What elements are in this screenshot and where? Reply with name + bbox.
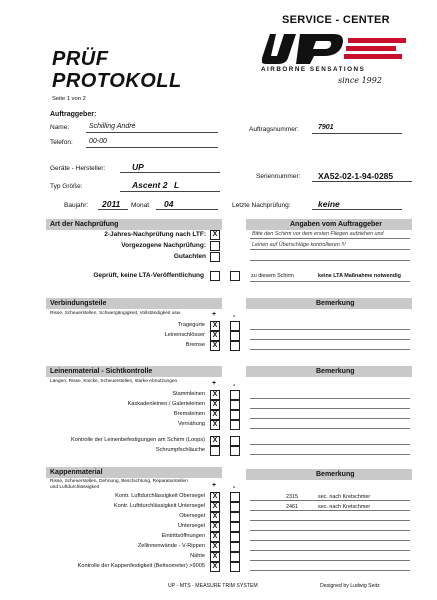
canopy-num-1: 2315 <box>286 494 298 500</box>
canopy-minus-box-8[interactable] <box>230 562 240 572</box>
connections-heading: Verbindungsteile <box>50 300 107 307</box>
connections-plus-box-3[interactable]: X <box>210 341 220 351</box>
inspection-checkbox-2[interactable] <box>210 241 220 251</box>
canopy-line-1 <box>250 500 410 501</box>
canopy-plus-box-6[interactable]: X <box>210 542 220 552</box>
year-underline <box>98 209 128 210</box>
canopy-minus-box-6[interactable] <box>230 542 240 552</box>
lines-plus: + <box>212 380 217 387</box>
client-heading: Auftraggeber: <box>50 111 97 118</box>
lines-minus-box-1[interactable] <box>230 390 240 400</box>
canopy-plus-box-5[interactable]: X <box>210 532 220 542</box>
connections-line-2 <box>250 339 410 340</box>
up-logo <box>262 32 412 66</box>
connections-minus-box-1[interactable] <box>230 321 240 331</box>
canopy-row-1: Kontr. Luftdurchlässigkeit Obersegel <box>115 493 205 499</box>
canopy-plus-box-3[interactable]: X <box>210 512 220 522</box>
checked-label: Geprüft, keine LTA-Veröffentlichung <box>93 272 204 279</box>
maker-label: Geräte - Hersteller: <box>50 165 106 172</box>
lta-line <box>250 281 410 282</box>
canopy-minus: - <box>233 484 236 491</box>
no-lta-text: keine LTA Maßnahme notwendig <box>318 273 401 279</box>
canopy-line-2 <box>250 510 410 511</box>
lines-line-3 <box>250 418 410 419</box>
name-value: Schilling André <box>89 123 136 130</box>
request-line-1 <box>250 238 410 239</box>
maker-underline <box>120 172 220 173</box>
inspection-row-1: 2-Jahres-Nachprüfung nach LTF: <box>104 231 206 238</box>
page-indicator: Seite 1 von 2 <box>52 96 86 102</box>
lines-row-2: Kaskadenleinen / Galerieleinen <box>127 401 205 407</box>
lines-line-6 <box>250 454 410 455</box>
type-underline <box>120 191 220 192</box>
since-text: since 1992 <box>338 76 382 85</box>
request-heading: Angaben vom Auftraggeber <box>290 221 382 228</box>
canopy-row-2: Kontr. Luftdurchlässigkeit Untersegel <box>113 503 205 509</box>
lines-line-2 <box>250 408 410 409</box>
lines-plus-box-6[interactable] <box>210 446 220 456</box>
lines-row-6: Schrumpfschläuche <box>155 447 205 453</box>
title-line-1: PRÜF <box>52 48 109 70</box>
canopy-num-2: 2461 <box>286 504 298 510</box>
footer-left: UP - MTS - MEASURE TRIM SYSTEM <box>168 583 258 589</box>
lines-plus-box-5[interactable]: X <box>210 436 220 446</box>
footer-right: Designed by Ludwig Seitz <box>320 583 380 589</box>
connections-line-3 <box>250 349 410 350</box>
month-underline <box>156 209 218 210</box>
title-line-2: PROTOKOLL <box>52 70 182 92</box>
type-value: Ascent 2 <box>132 180 168 190</box>
canopy-row-5: Eintrittsöffnungen <box>161 533 205 539</box>
connections-row-3: Bremse <box>185 342 205 348</box>
connections-plus-box-1[interactable]: X <box>210 321 220 331</box>
lines-sub: Längen, Risse, Knicke, Scheuerstellen, starke Abnutzungen <box>50 379 178 384</box>
canopy-remark: Bemerkung <box>316 471 355 478</box>
inspection-row-2: Vorgezogene Nachprüfung: <box>121 242 206 249</box>
phone-underline <box>86 147 218 148</box>
canopy-minus-box-5[interactable] <box>230 532 240 542</box>
connections-row-1: Tragegurte <box>177 322 205 328</box>
canopy-line-4 <box>250 530 410 531</box>
lines-line-1 <box>250 398 410 399</box>
phone-value: 00-00 <box>89 138 107 145</box>
page-title <box>52 48 182 92</box>
lines-minus-box-6[interactable] <box>230 446 240 456</box>
canopy-line-7 <box>250 560 410 561</box>
canopy-row-3: Obersegel <box>179 513 205 519</box>
service-center-title: SERVICE - CENTER <box>282 14 390 26</box>
month-label: Monat <box>131 202 150 209</box>
canopy-note-1: sec. nach Kretschmer <box>318 494 371 500</box>
inspection-checkbox-1[interactable]: X <box>210 230 220 240</box>
request-line-2 <box>250 249 410 250</box>
canopy-sub-2: und Luftdurchlässigkeit <box>50 485 100 490</box>
canopy-row-7: Nähte <box>190 553 205 559</box>
last-value: keine <box>318 199 340 209</box>
lines-row-1: Stammleinen <box>172 391 205 397</box>
canopy-row-6: Zellinnenwände - V-Rippen <box>137 543 205 549</box>
canopy-plus-box-1[interactable]: X <box>210 492 220 502</box>
canopy-plus: + <box>212 482 217 489</box>
lines-minus-box-2[interactable] <box>230 400 240 410</box>
canopy-plus-box-2[interactable]: X <box>210 502 220 512</box>
name-underline <box>86 132 218 133</box>
canopy-heading: Kappenmaterial <box>50 469 103 476</box>
canopy-note-2: sec. nach Kretschmer <box>318 504 371 510</box>
year-value: 2011 <box>102 199 121 209</box>
lines-minus-box-4[interactable] <box>230 420 240 430</box>
canopy-plus-box-4[interactable]: X <box>210 522 220 532</box>
connections-sub: Risse, Scheuerstellen, Schwergängigkeit, Vollständigkeit usw. <box>50 311 182 316</box>
lines-plus-box-4[interactable]: X <box>210 420 220 430</box>
lines-plus-box-1[interactable]: X <box>210 390 220 400</box>
connections-line-1 <box>250 329 410 330</box>
canopy-minus-box-3[interactable] <box>230 512 240 522</box>
connections-row-2: Leinenschlösser <box>164 332 205 338</box>
lines-plus-box-3[interactable]: X <box>210 410 220 420</box>
lines-line-5 <box>250 444 410 445</box>
lines-minus-box-5[interactable] <box>230 436 240 446</box>
canopy-minus-box-4[interactable] <box>230 522 240 532</box>
lines-heading: Leinenmaterial - Sichtkontrolle <box>50 368 153 375</box>
canopy-line-6 <box>250 550 410 551</box>
size-value: L <box>174 180 180 190</box>
month-value: 04 <box>164 199 174 209</box>
request-line-3 <box>250 260 410 261</box>
order-value: 7901 <box>318 124 334 131</box>
last-label: Letzte Nachprüfung: <box>232 202 291 209</box>
canopy-plus-box-8[interactable]: X <box>210 562 220 572</box>
canopy-line-8 <box>250 570 410 571</box>
order-underline <box>312 133 402 134</box>
connections-minus-box-3[interactable] <box>230 341 240 351</box>
canopy-row-8: Kontrolle der Kappenfestigkeit (Bettsometer) >9005 <box>77 563 205 569</box>
serial-label: Seriennummer: <box>256 173 301 180</box>
lines-line-4 <box>250 428 410 429</box>
canopy-minus-box-1[interactable] <box>230 492 240 502</box>
name-label: Name: <box>50 124 70 131</box>
airborne-sensations-text: AIRBORNE SENSATIONS <box>261 66 366 73</box>
lines-minus-box-3[interactable] <box>230 410 240 420</box>
connections-plus: + <box>212 311 217 318</box>
checked-checkbox-2[interactable] <box>230 271 240 281</box>
canopy-plus-box-7[interactable]: X <box>210 552 220 562</box>
lines-remark: Bemerkung <box>316 368 355 375</box>
checked-checkbox[interactable] <box>210 271 220 281</box>
canopy-line-5 <box>250 540 410 541</box>
last-underline <box>312 209 402 210</box>
to-canopy-text: zu diesem Schirm <box>251 273 294 279</box>
canopy-minus-box-7[interactable] <box>230 552 240 562</box>
inspection-checkbox-3[interactable] <box>210 252 220 262</box>
lines-plus-box-2[interactable]: X <box>210 400 220 410</box>
connections-plus-box-2[interactable]: X <box>210 331 220 341</box>
phone-label: Telefon: <box>50 139 73 146</box>
maker-value: UP <box>132 162 144 172</box>
canopy-sub-1: Risse, Scheuerstellen, Dehnung, Beschichtung, Reparaturstellen <box>50 479 188 484</box>
connections-remark: Bemerkung <box>316 300 355 307</box>
lines-row-3: Bremsleinen <box>173 411 205 417</box>
connections-minus: - <box>233 313 236 320</box>
canopy-row-4: Untersegel <box>177 523 205 529</box>
connections-minus-box-2[interactable] <box>230 331 240 341</box>
lines-row-5: Kontrolle der Leinenbefestigungen am Schirm (Loops) <box>70 437 205 443</box>
type-label: Typ Größe: <box>50 183 83 190</box>
serial-underline <box>312 181 412 182</box>
year-label: Baujahr: <box>64 202 89 209</box>
order-label: Auftragsnummer: <box>249 126 299 133</box>
request-note-1: Bitte den Schirm vor dem ersten Fliegen aufziehen und <box>252 231 384 237</box>
lines-row-4: Vernähung <box>177 421 205 427</box>
canopy-line-3 <box>250 520 410 521</box>
serial-value: XA52-02-1-94-0285 <box>318 171 394 181</box>
canopy-minus-box-2[interactable] <box>230 502 240 512</box>
inspection-heading: Art der Nachprüfung <box>50 221 119 228</box>
request-note-2: Leinen auf Überschläge kontrollieren !!! <box>252 242 346 248</box>
inspection-row-3: Gutachten <box>173 253 206 260</box>
lines-minus: - <box>233 382 236 389</box>
